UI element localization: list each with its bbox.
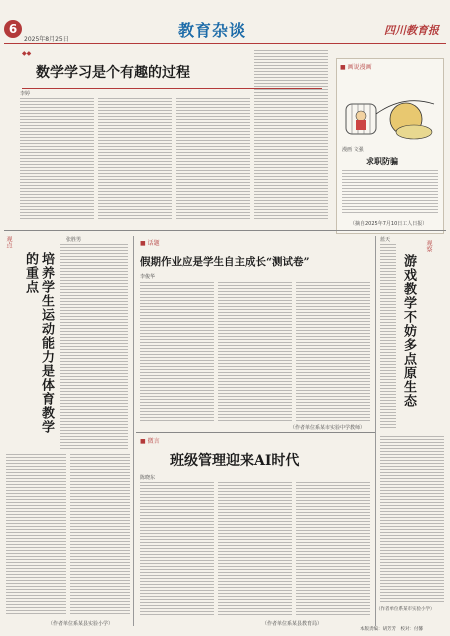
math-text-col-1 [20,98,94,220]
cartoon-illustration [344,74,438,142]
ai-article-author: 陈晓东 [140,475,156,481]
homework-article-title: 假期作业应是学生自主成长“测试卷” [140,256,310,268]
editor-credit: 本版责编：胡芳芳 校对：付馨 [360,627,423,632]
sports-column-tag: 观点 [5,236,12,248]
homework-text-col-2 [218,282,292,422]
homework-article-footer: （作者单位系某市实验中学教师） [290,425,366,431]
paper-logo: 四川教育报 [384,24,439,37]
ai-column-tag: ■ 微言 [140,438,160,445]
sports-text-bottom-1 [6,454,66,614]
ai-text-col-1 [140,482,214,616]
sports-text-top [60,244,128,450]
sports-article-author: 张胜男 [66,237,82,243]
center-divider [136,432,376,433]
section-title: 教育杂谈 [178,21,247,40]
homework-column-tag: ■ 话题 [140,240,160,247]
sports-text-bottom-2 [70,454,130,614]
game-article-author: 蓝天 [380,237,391,243]
cartoon-caption: 漫画 文强 [342,147,364,153]
issue-date: 2025年8月25日 [24,36,69,43]
cartoon-text [342,170,438,214]
homework-article-author: 李俊华 [140,274,156,280]
math-text-col-3 [176,98,250,220]
page-number-badge: 6 [4,20,22,38]
math-article-title: 数学学习是个有趣的过程 [36,65,190,81]
math-text-col-4 [254,50,328,220]
ai-article-title: 班级管理迎来AI时代 [170,453,300,469]
homework-text-col-1 [140,282,214,422]
ai-text-col-2 [218,482,292,616]
sports-article-title: 培养学生运动能力是体育教学的重点 [23,252,54,434]
game-article-title: 游戏教学不妨多点原生态 [401,254,416,408]
game-column-tag: 观察 [425,240,432,252]
math-article-author: 李婷 [20,91,31,97]
cartoon-column-tag: ■ 画说漫画 [340,64,372,71]
column-tag-icon: ◆◆ [22,50,32,57]
header-rule [4,43,446,44]
cartoon-source-note: （摘自2025年7月10日工人日报） [350,221,428,227]
section-divider [4,230,446,231]
math-text-col-2 [98,98,172,220]
cartoon-title: 求职防骗 [366,156,398,166]
game-article-footer: （作者单位系某市实验小学） [376,607,435,612]
homework-text-col-3 [296,282,370,422]
sports-article-footer: （作者单位系某县实验小学） [48,621,114,627]
ai-text-col-3 [296,482,370,616]
vertical-divider-right [375,236,376,626]
game-text-bottom [380,436,444,604]
ai-article-footer: （作者单位系某县教育局） [262,621,323,627]
vertical-divider-left [133,236,134,626]
game-text-top [380,244,396,430]
cage-cartoon-icon [344,74,438,142]
